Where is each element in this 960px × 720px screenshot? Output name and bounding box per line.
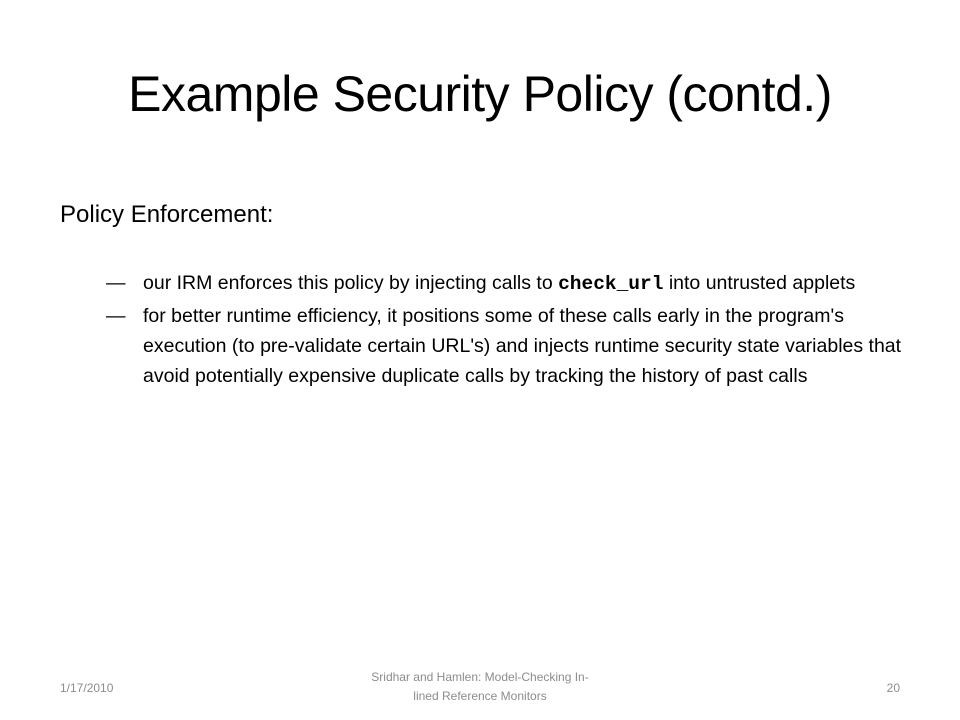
bullet-dash-icon: —	[106, 305, 126, 327]
bullet-list	[106, 268, 906, 391]
section-heading: Policy Enforcement:	[60, 201, 274, 228]
footer-attribution-line1: Sridhar and Hamlen: Model-Checking In-	[371, 670, 589, 684]
footer-attribution	[330, 668, 630, 706]
slide-title: Example Security Policy (contd.)	[128, 66, 832, 122]
footer-attribution-line2: lined Reference Monitors	[413, 689, 547, 703]
footer-date: 1/17/2010	[60, 681, 114, 695]
bullet-text-pre: our IRM enforces this policy by injecting calls to	[143, 272, 559, 294]
bullet-text-post: into untrusted applets	[663, 272, 856, 294]
bullet-text: for better runtime efficiency, it positions some of these calls early in the program's execution (to pre-validate certain URL's) and injects runtime security state variables that avoid potentially expensive duplicate calls by tracking the history of past calls	[143, 305, 902, 387]
footer-page-number: 20	[886, 681, 900, 695]
code-check-url: check_url	[558, 273, 664, 295]
bullet-item	[106, 301, 906, 391]
bullet-dash-icon: —	[106, 272, 126, 294]
bullet-item	[106, 268, 906, 299]
